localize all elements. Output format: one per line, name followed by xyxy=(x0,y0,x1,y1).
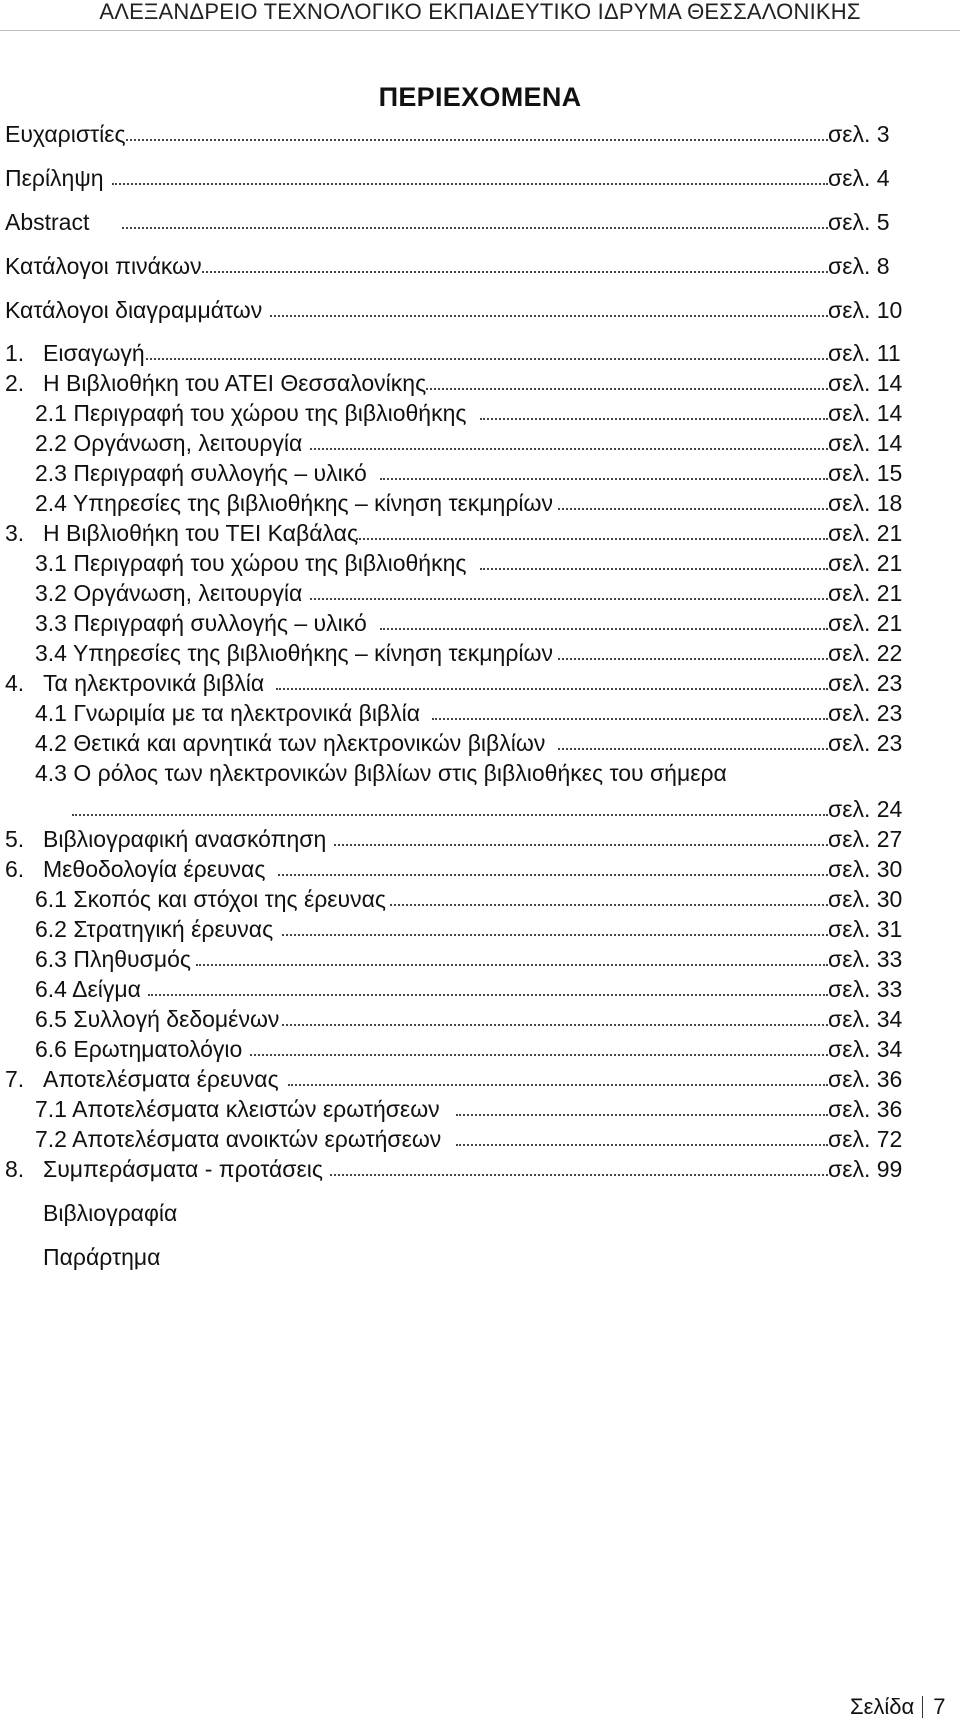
dot-leader xyxy=(380,628,828,630)
toc-entry-label: Μεθοδολογία έρευνας xyxy=(43,854,271,884)
toc-entry[interactable] xyxy=(0,1242,960,1272)
toc-entry[interactable] xyxy=(0,428,960,458)
dot-leader xyxy=(432,718,828,720)
toc-entry-label: 2.1 Περιγραφή του χώρου της βιβλιοθήκης xyxy=(35,398,472,428)
toc-entry-page: σελ. 21 xyxy=(828,550,903,576)
toc-entry-page: σελ. 11 xyxy=(828,340,901,366)
toc-entry-label: Βιβλιογραφία xyxy=(43,1198,183,1228)
dot-leader xyxy=(112,183,828,185)
toc-entry-page: σελ. 27 xyxy=(828,826,903,852)
dot-leader xyxy=(356,538,828,540)
dot-leader xyxy=(456,1144,828,1146)
toc-entry[interactable] xyxy=(0,608,960,638)
toc-entry[interactable] xyxy=(0,824,960,854)
toc-entry-page: σελ. 31 xyxy=(828,916,903,942)
toc-entry-page: σελ. 8 xyxy=(828,253,890,279)
dot-leader xyxy=(426,388,828,390)
toc-entry-label: 2.2 Οργάνωση, λειτουργία xyxy=(35,428,308,458)
dot-leader xyxy=(456,1114,828,1116)
toc-entry-page: σελ. 21 xyxy=(828,610,903,636)
toc-entry-page: σελ. 14 xyxy=(828,430,903,456)
dot-leader xyxy=(282,1024,828,1026)
dot-leader xyxy=(126,139,828,141)
chapter-number: 7. xyxy=(5,1066,25,1092)
dot-leader xyxy=(250,1054,828,1056)
toc-entry[interactable] xyxy=(0,728,960,758)
dot-leader xyxy=(270,315,828,317)
toc-entry-label: 6.1 Σκοπός και στόχοι της έρευνας xyxy=(35,884,392,914)
toc-entry[interactable] xyxy=(0,488,960,518)
toc-entry[interactable] xyxy=(0,1064,960,1094)
toc-entry[interactable] xyxy=(0,295,960,325)
toc-entry-page: σελ. 23 xyxy=(828,700,903,726)
toc-entry[interactable] xyxy=(0,854,960,884)
toc-entry-label: Τα ηλεκτρονικά βιβλία xyxy=(43,668,270,698)
toc-entry-label: Η Βιβλιοθήκη του ΑΤΕΙ Θεσσαλονίκης xyxy=(43,368,432,398)
toc-entry-label: 7.2 Αποτελέσματα ανοικτών ερωτήσεων xyxy=(35,1124,447,1154)
toc-entry-label: 4.1 Γνωριμία με τα ηλεκτρονικά βιβλία xyxy=(35,698,426,728)
toc-entry[interactable] xyxy=(0,458,960,488)
toc-entry[interactable] xyxy=(0,638,960,668)
dot-leader xyxy=(276,688,828,690)
toc-entry-label: Παράρτημα xyxy=(43,1242,166,1272)
dot-leader xyxy=(278,874,828,876)
dot-leader xyxy=(558,508,828,510)
toc-entry-label: 3.3 Περιγραφή συλλογής – υλικό xyxy=(35,608,373,638)
footer-separator xyxy=(922,1696,923,1718)
toc-entry-page: σελ. 36 xyxy=(828,1096,903,1122)
toc-entry-label: 3.4 Υπηρεσίες της βιβλιοθήκης – κίνηση τεκμηρίων xyxy=(35,638,559,668)
dot-leader xyxy=(390,904,828,906)
toc-entry-page: σελ. 4 xyxy=(828,165,890,191)
dot-leader xyxy=(310,448,828,450)
chapter-number: 5. xyxy=(5,826,25,852)
dot-leader xyxy=(146,358,828,360)
toc-entry[interactable] xyxy=(0,944,960,974)
toc-entry-page: σελ. 3 xyxy=(828,121,890,147)
toc-entry-label: 6.6 Ερωτηματολόγιο xyxy=(35,1034,248,1064)
toc-entry-page: σελ. 14 xyxy=(828,400,903,426)
toc-entry[interactable] xyxy=(0,758,960,824)
dot-leader xyxy=(330,1174,828,1176)
toc-entry[interactable] xyxy=(0,1154,960,1184)
toc-entry-page: σελ. 22 xyxy=(828,640,903,666)
dot-leader xyxy=(282,934,828,936)
toc-entry-page: σελ. 33 xyxy=(828,976,903,1002)
toc-entry-label: Ευχαριστίες xyxy=(5,119,132,149)
toc-entry-page: σελ. 21 xyxy=(828,520,903,546)
page-number: 7 xyxy=(933,1694,946,1719)
toc-entry[interactable] xyxy=(0,1124,960,1154)
running-header: ΑΛΕΞΑΝΔΡΕΙΟ ΤΕΧΝΟΛΟΓΙΚΟ ΕΚΠΑΙΔΕΥΤΙΚΟ ΙΔΡΥΜΑ ΘΕΣΣΑΛΟΝΙΚΗΣ xyxy=(99,0,861,24)
toc-entry[interactable] xyxy=(0,398,960,428)
toc-entry-label: Κατάλογοι πινάκων xyxy=(5,251,208,281)
toc-entry[interactable] xyxy=(0,698,960,728)
chapter-number: 2. xyxy=(5,370,25,396)
toc-entry[interactable] xyxy=(0,1094,960,1124)
toc-entry-page: σελ. 24 xyxy=(828,796,903,822)
dot-leader xyxy=(122,227,828,229)
toc-entry-page: σελ. 18 xyxy=(828,490,903,516)
toc-entry-label: 3.1 Περιγραφή του χώρου της βιβλιοθήκης xyxy=(35,548,472,578)
toc-entry-page: σελ. 30 xyxy=(828,856,903,882)
dot-leader xyxy=(558,658,828,660)
toc-entry-page: σελ. 14 xyxy=(828,370,903,396)
chapter-number: 8. xyxy=(5,1156,25,1182)
toc-entry-page: σελ. 34 xyxy=(828,1006,903,1032)
toc-entry-page: σελ. 23 xyxy=(828,730,903,756)
toc-entry-label: 6.5 Συλλογή δεδομένων xyxy=(35,1004,285,1034)
toc-entry-page: σελ. 34 xyxy=(828,1036,903,1062)
toc-entry-page: σελ. 21 xyxy=(828,580,903,606)
dot-leader xyxy=(196,964,828,966)
dot-leader xyxy=(148,994,828,996)
toc-entry-label: Περίληψη xyxy=(5,163,110,193)
toc-entry-page: σελ. 99 xyxy=(828,1156,903,1182)
toc-entry[interactable] xyxy=(0,207,960,237)
toc-entry-label: 3.2 Οργάνωση, λειτουργία xyxy=(35,578,308,608)
toc-entry-label: 2.3 Περιγραφή συλλογής – υλικό xyxy=(35,458,373,488)
toc-entry-label: Συμπεράσματα - προτάσεις xyxy=(43,1154,329,1184)
toc-entry[interactable] xyxy=(0,163,960,193)
toc-entry-page: σελ. 36 xyxy=(828,1066,903,1092)
dot-leader xyxy=(288,1084,828,1086)
dot-leader xyxy=(380,478,828,480)
page-footer xyxy=(850,1694,946,1720)
toc-entry-label: Βιβλιογραφική ανασκόπηση xyxy=(43,824,332,854)
toc-entry-label: 6.2 Στρατηγική έρευνας xyxy=(35,914,279,944)
toc-entry[interactable] xyxy=(0,1004,960,1034)
dot-leader xyxy=(334,844,828,846)
toc-entry-label: 2.4 Υπηρεσίες της βιβλιοθήκης – κίνηση τεκμηρίων xyxy=(35,488,559,518)
toc-entry[interactable] xyxy=(0,884,960,914)
chapter-number: 3. xyxy=(5,520,25,546)
toc-entry-label: 4.2 Θετικά και αρνητικά των ηλεκτρονικών βιβλίων xyxy=(35,728,551,758)
dot-leader xyxy=(480,418,828,420)
toc-entry[interactable] xyxy=(0,668,960,698)
toc-entry-label: Κατάλογοι διαγραμμάτων xyxy=(5,295,268,325)
toc-entry-label: 6.4 Δείγμα xyxy=(35,974,147,1004)
dot-leader xyxy=(72,814,828,816)
toc-entry-label: Abstract xyxy=(5,207,95,237)
toc-entry[interactable] xyxy=(0,1034,960,1064)
toc-entry[interactable] xyxy=(0,119,960,149)
toc-entry-page: σελ. 5 xyxy=(828,209,890,235)
toc-entry-label: 4.3 Ο ρόλος των ηλεκτρονικών βιβλίων στις βιβλιοθήκες του σήμερα xyxy=(35,758,733,788)
toc-entry-page: σελ. 72 xyxy=(828,1126,903,1152)
toc-entry-page: σελ. 33 xyxy=(828,946,903,972)
page-label: Σελίδα xyxy=(850,1694,915,1719)
chapter-number: 4. xyxy=(5,670,25,696)
toc-entry-label: 7.1 Αποτελέσματα κλειστών ερωτήσεων xyxy=(35,1094,446,1124)
toc-entry[interactable] xyxy=(0,338,960,368)
toc-entry-page: σελ. 23 xyxy=(828,670,903,696)
toc-entry[interactable] xyxy=(0,974,960,1004)
toc-title: ΠΕΡΙΕΧΟΜΕΝΑ xyxy=(378,82,582,112)
toc-entry[interactable] xyxy=(0,548,960,578)
dot-leader xyxy=(480,568,828,570)
toc-entry-label: Εισαγωγή xyxy=(43,338,151,368)
toc-entry-label: 6.3 Πληθυσμός xyxy=(35,944,197,974)
toc-entry-page: σελ. 15 xyxy=(828,460,903,486)
header-divider xyxy=(0,30,960,31)
chapter-number: 1. xyxy=(5,340,25,366)
chapter-number: 6. xyxy=(5,856,25,882)
dot-leader xyxy=(202,271,828,273)
toc-entry[interactable] xyxy=(0,368,960,398)
dot-leader xyxy=(558,748,828,750)
toc-entry-label: Αποτελέσματα έρευνας xyxy=(43,1064,285,1094)
toc-entry[interactable] xyxy=(0,1198,960,1228)
toc-entry-page: σελ. 10 xyxy=(828,297,903,323)
toc-entry[interactable] xyxy=(0,578,960,608)
toc-entry[interactable] xyxy=(0,518,960,548)
toc-entry-label: Η Βιβλιοθήκη του ΤΕΙ Καβάλας xyxy=(43,518,364,548)
toc-entry[interactable] xyxy=(0,914,960,944)
toc-entry-page: σελ. 30 xyxy=(828,886,903,912)
dot-leader xyxy=(310,598,828,600)
toc-entry[interactable] xyxy=(0,251,960,281)
